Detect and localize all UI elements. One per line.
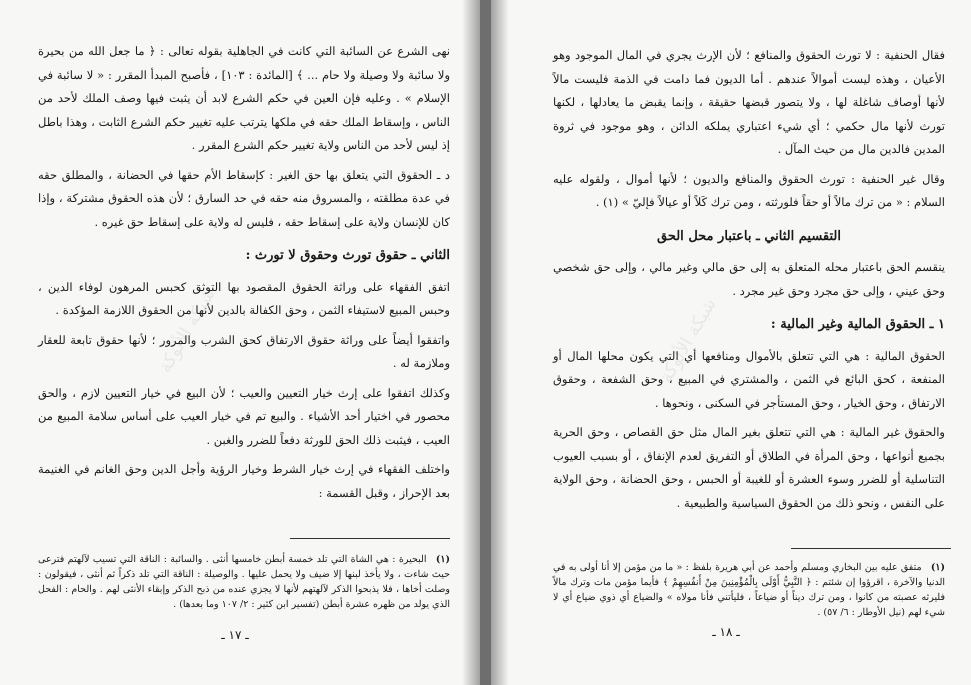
- paragraph: وكذلك اتفقوا على إرث خيار التعيين والعيب ؛ لأن البيع في خيار التعيين لازم ، والحق محصور في اختيار أحد الأشياء . والبيع تم في خيار العيب على أساس سلامة المبيع من العيب ، فيثبت ذلك الحق للورثة دفعاً للضرر والغبن .: [38, 385, 450, 447]
- section-heading: التقسيم الثاني ـ باعتبار محل الحق: [656, 228, 842, 244]
- page-body: [553, 44, 945, 521]
- page-right: [491, 0, 971, 685]
- footnote-number: (١): [930, 562, 945, 573]
- paragraph: واتفقوا أيضاً على وراثة حقوق الارتفاق كحق الشرب والمرور ؛ لأنها حقوق تابعة للعقار وملازمة له .: [38, 332, 450, 370]
- page-left: [0, 0, 480, 685]
- paragraph: والحقوق غير المالية : هي التي تتعلق بغير المال مثل حق القصاص ، وحق الحرية بجميع أنواعها ، وحق المرأة في الطلاق أو التفريق لعدم الإنفاق ، أو بسبب العيوب التناسلية أو للضرر وسوء العشرة أو للغيبة أو الحبس ، وحق الحضانة ، وحق الولاية على النفس ، ونحو ذلك من الحقوق السياسية والطبيعية .: [553, 425, 945, 510]
- subsection-heading: ١ ـ الحقوق المالية وغير المالية :: [770, 317, 945, 332]
- footnote: [553, 560, 945, 620]
- paragraph: ينقسم الحق باعتبار محله المتعلق به إلى حق مالي وغير مالي ، وإلى حق شخصي وحق عيني ، وإلى حق مجرد وحق غير مجرد .: [553, 260, 945, 298]
- paragraph: فقال الحنفية : لا تورث الحقوق والمنافع ؛ لأن الإرث يجري في المال الموجود وهو الأعيان ، وهذه ليست أموالاً عندهم . أما الديون فما دامت في الذمة فليست مالاً لأنها أوصاف شاغلة لها ، ولا يتصور قبضها حقيقة ، وإنما يقبض ما يعادلها ، لكنها تورث لأنها مال حكمي ؛ أي شيء اعتباري يملكه الدائن ، وهو موجود في ثروة المدين فالدين مال من حيث المآل .: [553, 48, 945, 156]
- page-number: ـ ١٨ ـ: [712, 625, 740, 639]
- page-body: [38, 40, 450, 511]
- paragraph: وقال غير الحنفية : تورث الحقوق والمنافع والديون ؛ لأنها أموال ، ولقوله عليه السلام : « من ترك مالاً أو حقاً فلورثته ، ومن ترك كَلاً أو عيالاً فإليّ » (١) .: [553, 171, 945, 209]
- gutter-shadow: [491, 0, 509, 685]
- paragraph: واختلف الفقهاء في إرث خيار الشرط وخيار الرؤية وأجل الدين وحق الغانم في الغنيمة بعد الإحراز ، وقبل القسمة :: [38, 462, 450, 500]
- paragraph: الحقوق المالية : هي التي تتعلق بالأموال ومنافعها أي التي يكون محلها المال أو المنفعة ، كحق البائع في الثمن ، والمشتري في المبيع ، وحق الشفعة ، وحقوق الارتفاق ، وحق الخيار ، وحق المستأجر في السكنى ، ونحوها .: [553, 348, 945, 410]
- footnote-text: متفق عليه بين البخاري ومسلم وأحمد عن أبي هريرة بلفظ : « ما من مؤمن إلا أنا أولى به في الدنيا والآخرة ، اقرؤوا إن شئتم : ﴿ النَّبِيُّ أَوْلَى بِالْمُؤْمِنِينَ مِنْ أَنفُسِهِمْ ﴾ فأيما مؤمن مات وترك مالاً فليرثه عصبته من كانوا ، ومن ترك ديناً أو ضياعاً ، فليأتني فأنا مولاه » والضياع أي ذوي ضياع أي لا شيء لهم (نيل الأوطار : ٦/ ٥٧) .: [553, 562, 945, 618]
- paragraph: د ـ الحقوق التي يتعلق بها حق الغير : كإسقاط الأم حقها في الحضانة ، والمطلق حقه في عدة مطلقته ، والمسروق منه حقه في حد السارق ؛ لأن هذه الحقوق مشتركة ، وإذا كان للإنسان ولاية على إسقاط حقه ، فليس له ولاية على إسقاط حق غيره .: [38, 167, 450, 229]
- watermark: شبكة الألوكة: [655, 294, 721, 387]
- footnote-divider: [290, 538, 450, 539]
- footnote: [38, 552, 450, 612]
- footnote-divider: [791, 548, 951, 549]
- gutter-shadow: [462, 0, 480, 685]
- footnote-number: (١): [435, 554, 450, 565]
- paragraph: اتفق الفقهاء على وراثة الحقوق المقصود بها التوثق كحبس المرهون لوفاء الدين ، وحبس المبيع لاستيفاء الثمن ، وحق الكفالة بالدين لأنها من الحقوق اللازمة المؤكدة .: [38, 279, 450, 317]
- paragraph: نهى الشرع عن السائبة التي كانت في الجاهلية بقوله تعالى : ﴿ ما جعل الله من بحيرة ولا سائبة ولا وصيلة ولا حام ... ﴾ [المائدة : ١٠٣] ، فأصبح المبدأ المقرر : « لا سائبة في الإسلام » . وعليه فإن العين في حكم الشرع لابد أن يثبت فيها وصف الملك لأحد من الناس ، وإسقاط الملك حقه في ملكها يترتب عليه تغيير حكم الشرع الثابت ، وهذا باطل إذ ليس لأحد من الناس ولاية تغيير حكم الشرع المقرر .: [38, 44, 451, 152]
- section-heading: الثاني ـ حقوق تورث وحقوق لا تورث :: [245, 248, 450, 263]
- watermark: شبكة الألوكة: [154, 284, 220, 377]
- page-number: ـ ١٧ ـ: [221, 628, 249, 642]
- footnote-text: البحيرة : هي الشاة التي تلد خمسة أبطن خامسها أنثى . والسائبة : الناقة التي تسيب لآلهتم فترعى حيث شاءت ، ولا يأخذ لبنها إلا ضيف ولا يحمل عليها . والوصيلة : الناقة التي تلد ذكراً ثم أنثى ، فيقولون : وصلت أخاها ، فلا يذبحوا الذكر لآلهتهم لأنها لا يجزي عنده من ذبح الذكر وإبقاء الأنثى لهم . والحام : الفحل الذي يولد من ظهره عشرة أبطن (تفسير ابن كثير : ٢/ ١٠٧ وما بعدها) .: [38, 554, 450, 610]
